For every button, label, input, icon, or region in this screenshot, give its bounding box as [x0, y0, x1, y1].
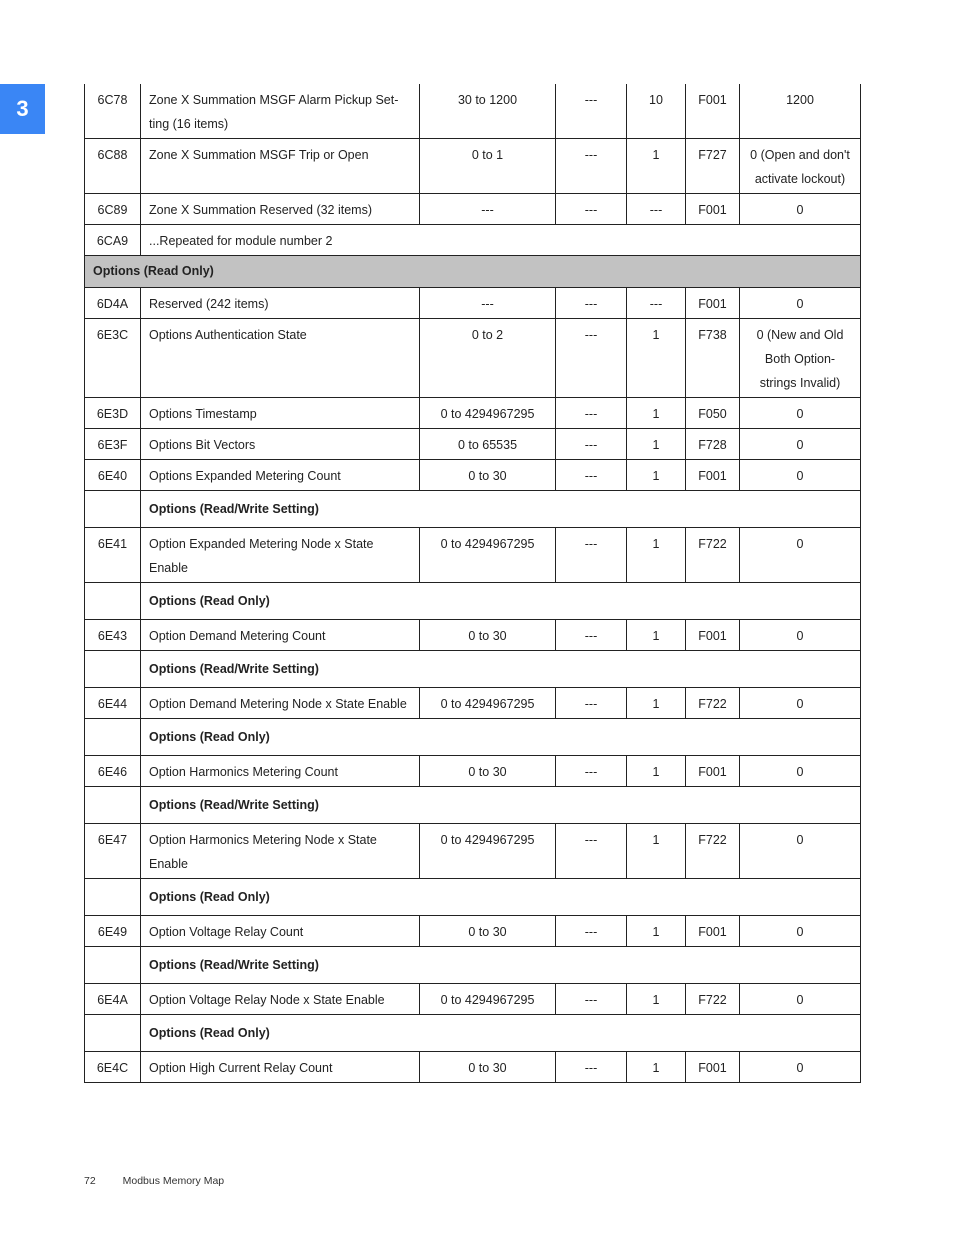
step-cell: 1 [627, 620, 686, 651]
format-cell: F722 [686, 984, 740, 1015]
table-row [85, 651, 861, 688]
range-cell: 0 to 65535 [420, 429, 556, 460]
section-title: Modbus Memory Map [122, 1175, 225, 1187]
units-cell: --- [556, 460, 627, 491]
table-row [85, 319, 861, 398]
units-cell: --- [556, 984, 627, 1015]
format-cell: F001 [686, 84, 740, 139]
address-cell: 6E44 [85, 688, 141, 719]
description-cell: Option High Current Relay Count [141, 1052, 420, 1083]
address-cell: 6C78 [85, 84, 141, 139]
description-cell: Zone X Summation MSGF Trip or Open [141, 139, 420, 194]
address-cell: 6C89 [85, 194, 141, 225]
format-cell: F001 [686, 916, 740, 947]
address-cell: 6D4A [85, 288, 141, 319]
step-cell: 1 [627, 1052, 686, 1083]
blank-cell [85, 947, 141, 984]
range-cell: --- [420, 194, 556, 225]
range-cell: 0 to 4294967295 [420, 528, 556, 583]
default-cell: 0 [740, 824, 861, 879]
description-cell: Option Harmonics Metering Count [141, 756, 420, 787]
description-cell: Option Demand Metering Count [141, 620, 420, 651]
description-cell: Option Harmonics Metering Node x State Enable [141, 824, 420, 879]
description-cell: Zone X Summation MSGF Alarm Pickup Set-ting (16 items) [141, 84, 420, 139]
format-cell: F001 [686, 756, 740, 787]
table-row [85, 491, 861, 528]
units-cell: --- [556, 398, 627, 429]
description-cell: Reserved (242 items) [141, 288, 420, 319]
default-cell: 0 [740, 528, 861, 583]
table-row [85, 194, 861, 225]
format-cell: F001 [686, 288, 740, 319]
range-cell: 0 to 1 [420, 139, 556, 194]
step-cell: 1 [627, 319, 686, 398]
range-cell: 0 to 30 [420, 1052, 556, 1083]
address-cell: 6E40 [85, 460, 141, 491]
step-cell: 10 [627, 84, 686, 139]
format-cell: F050 [686, 398, 740, 429]
default-cell: 0 [740, 756, 861, 787]
format-cell: F738 [686, 319, 740, 398]
units-cell: --- [556, 620, 627, 651]
format-cell: F722 [686, 824, 740, 879]
range-cell: 0 to 4294967295 [420, 398, 556, 429]
table-row [85, 756, 861, 787]
units-cell: --- [556, 824, 627, 879]
subsection-header: Options (Read/Write Setting) [141, 947, 861, 984]
subsection-header: Options (Read/Write Setting) [141, 787, 861, 824]
range-cell: 0 to 30 [420, 916, 556, 947]
address-cell: 6E43 [85, 620, 141, 651]
address-cell: 6E4A [85, 984, 141, 1015]
format-cell: F722 [686, 528, 740, 583]
step-cell: --- [627, 288, 686, 319]
address-cell: 6E49 [85, 916, 141, 947]
table-row [85, 583, 861, 620]
blank-cell [85, 879, 141, 916]
description-cell: Options Bit Vectors [141, 429, 420, 460]
default-cell: 0 [740, 1052, 861, 1083]
blank-cell [85, 583, 141, 620]
format-cell: F727 [686, 139, 740, 194]
step-cell: 1 [627, 688, 686, 719]
table-row [85, 460, 861, 491]
blank-cell [85, 651, 141, 688]
table-row [85, 824, 861, 879]
table-row [85, 947, 861, 984]
default-cell: 0 (Open and don't activate lockout) [740, 139, 861, 194]
subsection-header: Options (Read Only) [141, 1015, 861, 1052]
units-cell: --- [556, 916, 627, 947]
format-cell: F001 [686, 194, 740, 225]
units-cell: --- [556, 688, 627, 719]
default-cell: 0 [740, 398, 861, 429]
table-row [85, 84, 861, 139]
table-row [85, 256, 861, 288]
address-cell: 6E47 [85, 824, 141, 879]
table-row [85, 398, 861, 429]
units-cell: --- [556, 319, 627, 398]
step-cell: 1 [627, 429, 686, 460]
memory-map-table [84, 84, 861, 1083]
table-row [85, 139, 861, 194]
address-cell: 6E3F [85, 429, 141, 460]
range-cell: 30 to 1200 [420, 84, 556, 139]
table-row [85, 1052, 861, 1083]
range-cell: 0 to 4294967295 [420, 824, 556, 879]
step-cell: 1 [627, 756, 686, 787]
range-cell: 0 to 30 [420, 756, 556, 787]
address-cell: 6E41 [85, 528, 141, 583]
subsection-header: Options (Read Only) [141, 583, 861, 620]
default-cell: 0 [740, 429, 861, 460]
table-row [85, 916, 861, 947]
range-cell: 0 to 2 [420, 319, 556, 398]
units-cell: --- [556, 756, 627, 787]
table-row [85, 620, 861, 651]
table-row [85, 429, 861, 460]
description-cell: Option Voltage Relay Count [141, 916, 420, 947]
range-cell: 0 to 4294967295 [420, 688, 556, 719]
address-cell: 6E3D [85, 398, 141, 429]
group-header: Options (Read Only) [85, 256, 861, 288]
table-row [85, 688, 861, 719]
units-cell: --- [556, 194, 627, 225]
description-cell: Zone X Summation Reserved (32 items) [141, 194, 420, 225]
format-cell: F001 [686, 460, 740, 491]
subsection-header: Options (Read/Write Setting) [141, 491, 861, 528]
default-cell: 0 [740, 620, 861, 651]
default-cell: 0 [740, 916, 861, 947]
blank-cell [85, 1015, 141, 1052]
step-cell: 1 [627, 139, 686, 194]
range-cell: 0 to 30 [420, 460, 556, 491]
units-cell: --- [556, 139, 627, 194]
table-row [85, 879, 861, 916]
step-cell: --- [627, 194, 686, 225]
table-row [85, 1015, 861, 1052]
address-cell: 6E3C [85, 319, 141, 398]
address-cell: 6CA9 [85, 225, 141, 256]
address-cell: 6E4C [85, 1052, 141, 1083]
description-cell: Option Expanded Metering Node x State Enable [141, 528, 420, 583]
description-cell: ...Repeated for module number 2 [141, 225, 861, 256]
description-cell: Options Timestamp [141, 398, 420, 429]
default-cell: 0 [740, 688, 861, 719]
step-cell: 1 [627, 528, 686, 583]
units-cell: --- [556, 528, 627, 583]
page-footer [84, 1175, 248, 1187]
page-number: 72 [84, 1175, 96, 1187]
step-cell: 1 [627, 398, 686, 429]
step-cell: 1 [627, 984, 686, 1015]
subsection-header: Options (Read Only) [141, 879, 861, 916]
format-cell: F728 [686, 429, 740, 460]
step-cell: 1 [627, 916, 686, 947]
chapter-tab: 3 [0, 84, 45, 134]
subsection-header: Options (Read/Write Setting) [141, 651, 861, 688]
step-cell: 1 [627, 824, 686, 879]
table-row [85, 528, 861, 583]
address-cell: 6C88 [85, 139, 141, 194]
default-cell: 0 [740, 984, 861, 1015]
units-cell: --- [556, 1052, 627, 1083]
description-cell: Options Expanded Metering Count [141, 460, 420, 491]
step-cell: 1 [627, 460, 686, 491]
table-row [85, 719, 861, 756]
format-cell: F001 [686, 1052, 740, 1083]
format-cell: F722 [686, 688, 740, 719]
address-cell: 6E46 [85, 756, 141, 787]
units-cell: --- [556, 429, 627, 460]
default-cell: 1200 [740, 84, 861, 139]
table-row [85, 787, 861, 824]
units-cell: --- [556, 84, 627, 139]
blank-cell [85, 491, 141, 528]
units-cell: --- [556, 288, 627, 319]
table-row [85, 984, 861, 1015]
default-cell: 0 [740, 194, 861, 225]
range-cell: --- [420, 288, 556, 319]
blank-cell [85, 787, 141, 824]
table-row [85, 225, 861, 256]
description-cell: Options Authentication State [141, 319, 420, 398]
description-cell: Option Demand Metering Node x State Enable [141, 688, 420, 719]
default-cell: 0 [740, 460, 861, 491]
range-cell: 0 to 4294967295 [420, 984, 556, 1015]
format-cell: F001 [686, 620, 740, 651]
table-row [85, 288, 861, 319]
default-cell: 0 [740, 288, 861, 319]
range-cell: 0 to 30 [420, 620, 556, 651]
description-cell: Option Voltage Relay Node x State Enable [141, 984, 420, 1015]
blank-cell [85, 719, 141, 756]
default-cell: 0 (New and Old Both Option-strings Invalid) [740, 319, 861, 398]
subsection-header: Options (Read Only) [141, 719, 861, 756]
